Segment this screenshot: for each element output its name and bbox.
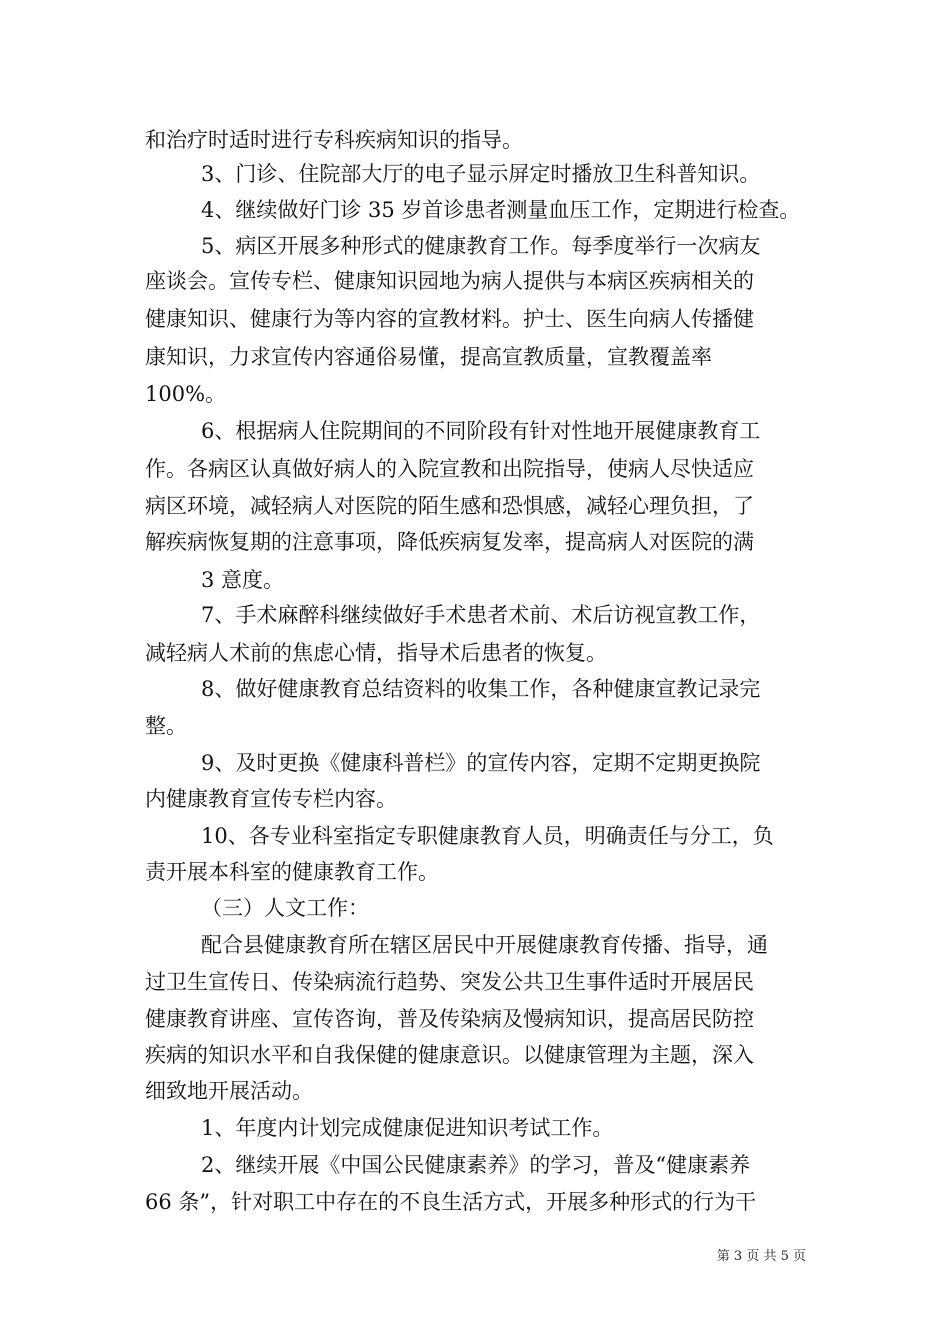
section-heading: （三）人文工作： (201, 896, 369, 920)
text-line: 9、及时更换《健康科普栏》的宣传内容，定期不定期更换院 (201, 751, 761, 775)
text-line: 和治疗时适时进行专科疾病知识的指导。 (145, 128, 523, 152)
text-line: 内健康教育宣传专栏内容。 (145, 787, 397, 811)
text-line: 6、根据病人住院期间的不同阶段有针对性地开展健康教育工 (201, 419, 761, 443)
text-line: 减轻病人术前的焦虑心情，指导术后患者的恢复。 (145, 641, 607, 665)
text-line: 100%。 (145, 382, 227, 406)
text-line: 健康知识、健康行为等内容的宣教材料。护士、医生向病人传播健 (145, 307, 754, 331)
text-line: 3、门诊、住院部大厅的电子显示屏定时播放卫生科普知识。 (201, 162, 761, 186)
text-line: 66 条”，针对职工中存在的不良生活方式，开展多种形式的行为干 (145, 1190, 757, 1214)
text-line: 作。各病区认真做好病人的入院宣教和出院指导，使病人尽快适应 (145, 457, 754, 481)
text-line: 康知识，力求宣传内容通俗易懂，提高宣教质量，宣教覆盖率 (145, 345, 712, 369)
text-line: 3 意度。 (201, 568, 285, 592)
text-line: 细致地开展活动。 (145, 1079, 313, 1103)
text-line: 责开展本科室的健康教育工作。 (145, 860, 439, 884)
text-line: 配合县健康教育所在辖区居民中开展健康教育传播、指导，通 (201, 933, 768, 957)
text-line: 7、手术麻醉科继续做好手术患者术前、术后访视宣教工作， (201, 603, 761, 627)
page-number-footer: 第 3 页 共 5 页 (716, 1249, 806, 1264)
text-line: 过卫生宣传日、传染病流行趋势、突发公共卫生事件适时开展居民 (145, 970, 754, 994)
text-line: 10、各专业科室指定专职健康教育人员，明确责任与分工，负 (201, 824, 774, 848)
text-line: 8、做好健康教育总结资料的收集工作，各种健康宣教记录完 (201, 677, 761, 701)
text-line: 1、年度内计划完成健康促进知识考试工作。 (201, 1116, 614, 1140)
text-line: 2、继续开展《中国公民健康素养》的学习，普及“健康素养 (201, 1153, 751, 1177)
text-line: 4、继续做好门诊 35 岁首诊患者测量血压工作，定期进行检查。 (201, 198, 801, 222)
text-line: 座谈会。宣传专栏、健康知识园地为病人提供与本病区疾病相关的 (145, 269, 754, 293)
text-line: 病区环境，减轻病人对医院的陌生感和恐惧感，减轻心理负担，了 (145, 494, 754, 518)
text-line: 疾病的知识水平和自我保健的健康意识。以健康管理为主题，深入 (145, 1043, 754, 1067)
text-line: 整。 (145, 714, 187, 738)
text-line: 5、病区开展多种形式的健康教育工作。每季度举行一次病友 (201, 234, 761, 258)
text-line: 健康教育讲座、宣传咨询，普及传染病及慢病知识，提高居民防控 (145, 1007, 754, 1031)
text-line: 解疾病恢复期的注意事项，降低疾病复发率，提高病人对医院的满 (145, 530, 754, 554)
